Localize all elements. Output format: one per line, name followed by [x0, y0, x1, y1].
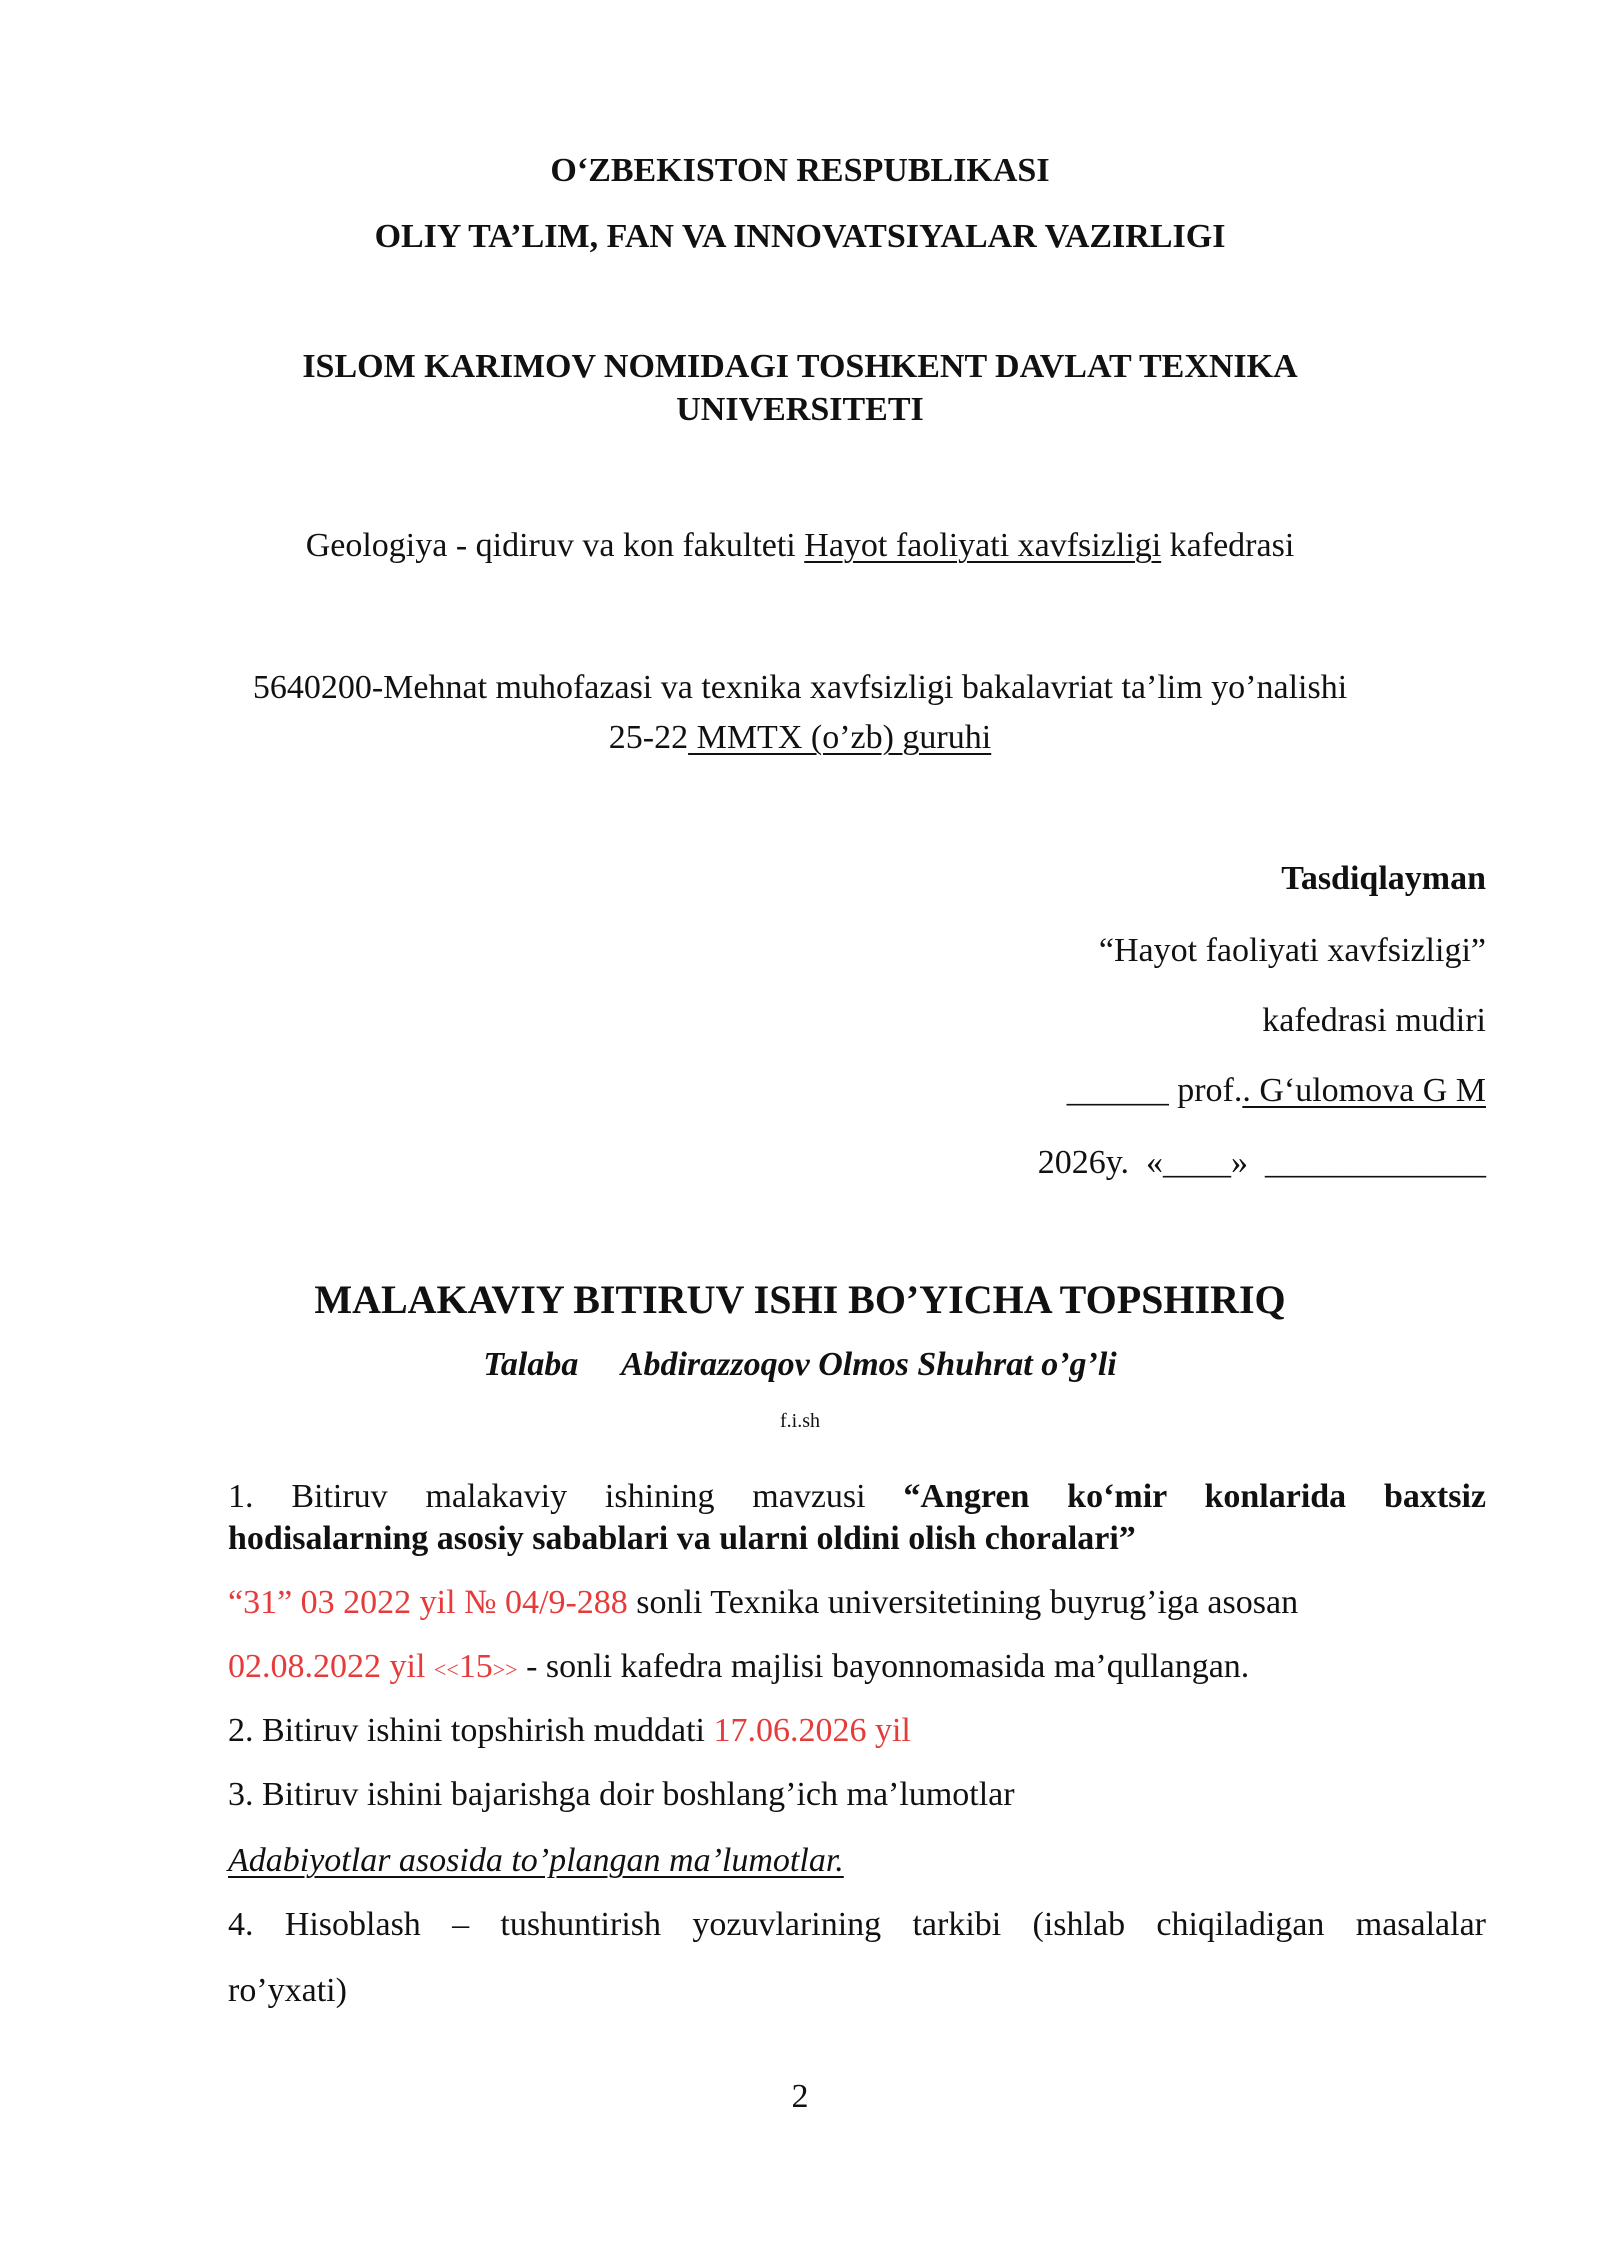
student-label: Talaba: [483, 1346, 579, 1383]
assignment-title: MALAKAVIY BITIRUV ISHI BO’YICHA TOPSHIRIQ: [314, 1277, 1286, 1322]
student-name: Abdirazzoqov Olmos Shuhrat o’g’li: [620, 1346, 1117, 1383]
item4-line2: ro’yxati): [228, 1972, 347, 2009]
day-close-quote: »: [1231, 1144, 1248, 1181]
approval-year: 2026y.: [1037, 1144, 1129, 1181]
meeting-close-quote: >>: [492, 1657, 518, 1682]
group-line: [0, 719, 1600, 757]
day-blank: ____: [1163, 1144, 1231, 1181]
approval-title: Tasdiqlayman: [1281, 860, 1486, 897]
topic-line1: “Angren ko‘mir konlarida baxtsiz: [903, 1478, 1486, 1515]
item4-line1: 4. Hisoblash – tushuntirish yozuvlarining tarkibi (ishlab chiqiladigan masalalar: [228, 1906, 1486, 1943]
item3-value: Adabiyotlar asosida to’plangan ma’lumotlar.: [228, 1842, 844, 1879]
program-line: 5640200-Mehnat muhofazasi va texnika xavfsizligi bakalavriat ta’lim yo’nalishi: [252, 669, 1348, 706]
meeting-open-quote: <<: [433, 1657, 459, 1682]
item2-label: 2. Bitiruv ishini topshirish muddati: [228, 1712, 714, 1749]
group-name: MMTX (o’zb) guruhi: [688, 719, 992, 756]
group-number: 25-22: [608, 719, 689, 756]
fish-caption: f.i.sh: [780, 1410, 820, 1432]
department-name: Hayot faoliyati xavfsizligi: [804, 527, 1162, 564]
head-name: . G‘ulomova G M: [1242, 1072, 1486, 1109]
item2-line: [228, 1712, 911, 1750]
university-heading-line1: ISLOM KARIMOV NOMIDAGI TOSHKENT DAVLAT TEXNIKA: [302, 348, 1298, 385]
order-text: sonli Texnika universitetining buyrug’iga asosan: [627, 1584, 1299, 1621]
approval-date-line: [1038, 1144, 1486, 1182]
approval-position: kafedrasi mudiri: [1262, 1002, 1486, 1039]
faculty-line: [0, 527, 1600, 565]
meeting-date: 02.08.2022 yil: [228, 1648, 434, 1685]
title-prof: prof.: [1168, 1072, 1243, 1109]
approval-signature-line: [1067, 1072, 1486, 1110]
day-open-quote: «: [1146, 1144, 1163, 1181]
item2-date: 17.06.2026 yil: [713, 1712, 911, 1749]
item3-value-line: [228, 1842, 844, 1880]
student-line: [0, 1346, 1600, 1384]
meeting-number: 15: [458, 1648, 493, 1685]
item3-label: 3. Bitiruv ishini bajarishga doir boshlang’ich ma’lumotlar: [228, 1776, 1015, 1813]
item1-line1: [228, 1478, 1486, 1516]
order-reference: “31” 03 2022 yil № 04/9-288: [228, 1584, 628, 1621]
meeting-text: - sonli kafedra majlisi bayonnomasida ma’qullangan.: [517, 1648, 1250, 1685]
faculty-word: fakulteti: [673, 527, 805, 564]
meeting-line: [228, 1648, 1249, 1686]
republic-heading: O‘ZBEKISTON RESPUBLIKASI: [550, 152, 1050, 189]
approval-department: “Hayot faoliyati xavfsizligi”: [1098, 932, 1486, 969]
page-number: 2: [791, 2078, 809, 2115]
ministry-heading: OLIY TA’LIM, FAN VA INNOVATSIYALAR VAZIRLIGI: [374, 218, 1226, 255]
university-heading-line2: UNIVERSITETI: [676, 391, 924, 428]
item1-label: 1. Bitiruv malakaviy ishining mavzusi: [228, 1478, 866, 1515]
faculty-name: Geologiya - qidiruv va kon: [305, 527, 674, 564]
month-blank: _____________: [1265, 1144, 1486, 1181]
order-line: [228, 1584, 1298, 1622]
topic-line2: hodisalarning asosiy sabablari va ularni oldini olish choralari”: [228, 1520, 1136, 1557]
department-suffix: kafedrasi: [1161, 527, 1295, 564]
signature-blank: ______: [1066, 1072, 1169, 1109]
